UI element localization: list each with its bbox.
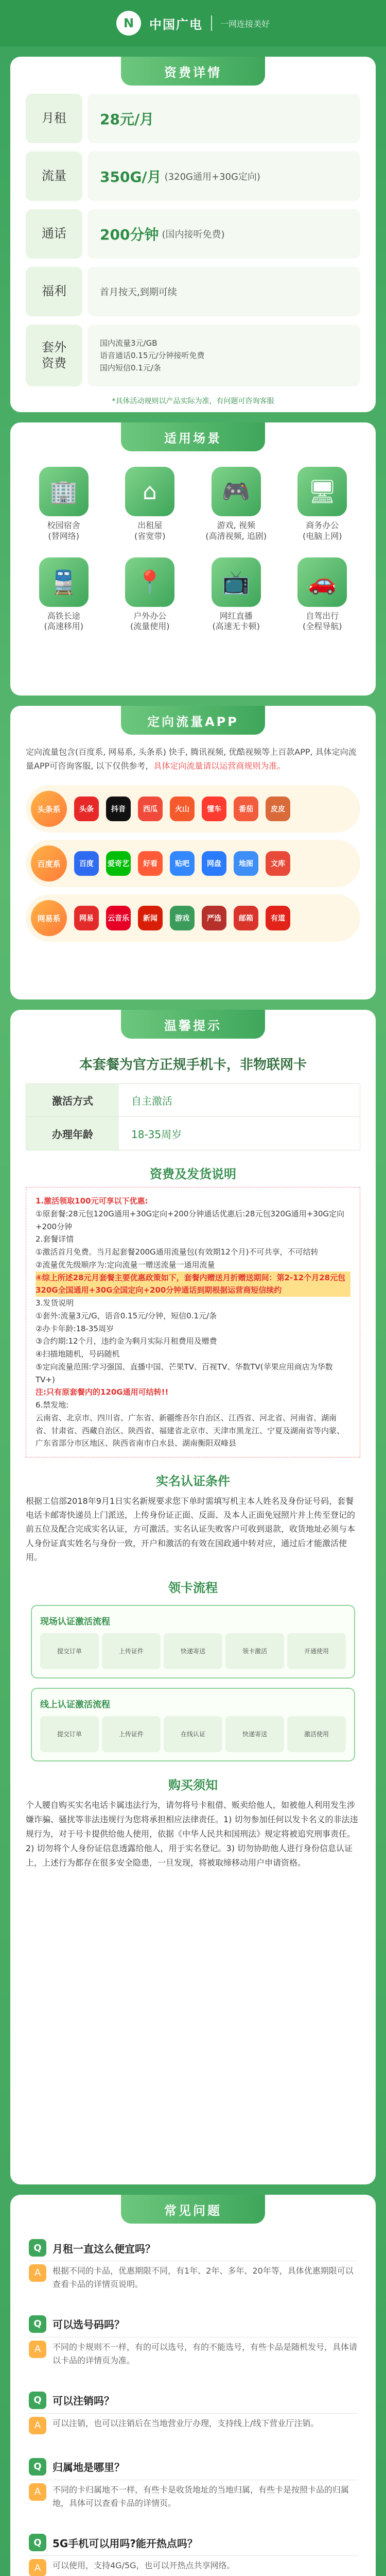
scene-item	[107, 557, 194, 633]
app-icon: 抖音	[106, 796, 131, 821]
flow-online-title: 现场认证激活流程	[40, 1616, 110, 1627]
question-icon: Q	[29, 2534, 46, 2551]
faq-answer	[26, 2337, 360, 2376]
spec-row-rent	[26, 94, 360, 143]
faq-question-text: 5G手机可以用吗?能开热点吗？	[52, 2537, 198, 2550]
faq-answer-text: 可以注销，也可以注销后在当地营业厅办理，支持线上/线下营业厅注销。	[52, 2418, 319, 2428]
spec-label: 福利	[26, 267, 82, 316]
table-row	[26, 1117, 360, 1150]
app-row	[26, 785, 360, 833]
brand-slogan: 一网连接美好	[220, 19, 270, 29]
app-icon: 游戏	[170, 906, 195, 930]
scene-item	[193, 467, 279, 542]
app-icon: 西瓜	[138, 796, 163, 821]
flow-steps	[40, 1633, 346, 1669]
rule-line: 注:只有原套餐内的120G通用可结转!!	[36, 1387, 169, 1397]
rule-line: ①激活首月免费。当月起套餐200G通用流量包(有效期12个月)不可共享，不可结转	[36, 1247, 319, 1257]
faq-answer	[26, 2480, 360, 2519]
tips-subtitle: 本套餐为官方正规手机卡，非物联网卡	[79, 1057, 307, 1073]
spec-value	[87, 209, 360, 259]
app-rows	[10, 785, 376, 942]
spec-value-main: 350G/月	[100, 168, 162, 185]
question-icon: Q	[29, 2458, 46, 2476]
campus-icon: 🏢	[39, 467, 89, 516]
faq-item	[26, 2451, 360, 2519]
computer-icon: 🖥	[297, 467, 347, 516]
house-icon: ⌂	[125, 467, 174, 516]
apps-intro	[10, 735, 376, 778]
spec-value-sub: (国内接听免费)	[162, 229, 225, 240]
scene-label: 游戏, 视频 (高清视频, 追剧)	[205, 520, 267, 541]
rule-line: 云南省、北京市、四川省、广东省、新疆维吾尔自治区、江西省、河北省、河南省、湖南省、甘肃省、西藏自治区、陕西省、福建省北京市、天津市黑龙江、宁夏及湖南省等内蒙、广东省部分市区地区、陕西省南市白水县、湖南衡阳双峰县	[36, 1413, 345, 1448]
rule-line: ③合约期:12个月，违约金为剩月实际月租费用及赠费	[36, 1336, 217, 1346]
faq-question	[26, 2527, 360, 2555]
table-key: 办理年龄	[26, 1117, 119, 1150]
faq-card	[10, 2195, 376, 2576]
overage-line: 国内流量3元/GB	[100, 338, 157, 348]
app-icon: 百度	[74, 851, 99, 876]
faq-question-text: 可以注销吗？	[52, 2395, 114, 2408]
package-note: *具体活动规则以产品实际为准，有问题可咨询客服	[112, 397, 274, 405]
spec-value	[87, 151, 360, 201]
spec-value	[87, 94, 360, 143]
spec-value-main: 28元/月	[100, 111, 154, 128]
app-icon: 爱奇艺	[106, 851, 131, 876]
rule-line: 1.激活领取100元可享以下优惠:	[36, 1196, 148, 1206]
app-icon: 贴吧	[170, 851, 195, 876]
tips-card-title: 温馨提示	[121, 1010, 265, 1039]
flow-step: 在线认证	[164, 1716, 222, 1752]
scene-label: 自驾出行 (全程导航)	[303, 611, 342, 632]
package-card-title: 资费详情	[121, 57, 265, 86]
brand-name: 中国广电	[149, 17, 203, 32]
rule-line: ④扫描地随机，号码随机	[36, 1349, 120, 1359]
rule-line: ①原套餐:28元包120G通用+30G定向+200分钟通话优惠后:28元包320G通用+30G定向+200分钟	[36, 1209, 344, 1231]
app-icon: 好看	[138, 851, 163, 876]
flow-step: 激活使用	[287, 1716, 346, 1752]
app-icon: 有道	[266, 906, 290, 930]
app-group-badge: 头条系	[31, 791, 67, 827]
location-icon: 📍	[125, 557, 174, 607]
apps-card-title: 定向流量APP	[121, 706, 265, 735]
faq-card-title: 常见问题	[121, 2195, 265, 2224]
app-icon: 皮皮	[266, 796, 290, 821]
tips-card	[10, 1010, 376, 2184]
rule-line: 6.禁发地:	[36, 1400, 69, 1410]
question-icon: Q	[29, 2315, 46, 2333]
spec-label: 流量	[26, 151, 82, 201]
answer-icon: A	[29, 2417, 46, 2434]
scene-label: 高铁长途 (高速移用)	[44, 611, 83, 632]
spec-value-sub: (320G通用+30G定向)	[164, 172, 260, 182]
spec-row-data	[26, 151, 360, 201]
table-value: 18-35周岁	[131, 1128, 182, 1141]
flow-step: 快递寄送	[164, 1633, 222, 1669]
scene-item	[193, 557, 279, 633]
tv-icon: 📺	[212, 557, 261, 607]
spec-row-calls	[26, 209, 360, 259]
scene-label: 户外办公 (流量使用)	[130, 611, 170, 632]
question-icon: Q	[29, 2392, 46, 2409]
app-row	[26, 894, 360, 942]
answer-icon: A	[29, 2483, 46, 2501]
faq-item	[26, 2232, 360, 2300]
app-icon: 云音乐	[106, 906, 131, 930]
app-icon: 文库	[266, 851, 290, 876]
apps-intro-highlight: 具体定向流量请以运营商规则为准。	[153, 761, 286, 771]
faq-question	[26, 2384, 360, 2413]
train-icon: 🚆	[39, 557, 89, 607]
brand-logo-icon: N	[116, 11, 141, 36]
rules-title: 资费及发货说明	[150, 1167, 236, 1181]
auth-text: 根据工信部2018年9月1日实名新规要求您下单时需填写机主本人姓名及身份证号码，套餐电话卡邮寄快递员上门派送，上传身份证正面、反面、及本人正面免冠照片并上传至登记的前五位及配合完成实名认证，方可激活。实名认证失败客户可收到退款，收货地址必须与本人身份证真实姓名与身份一致，开户和激活的有效在国政通中转对应，通过后才能激活使用。	[26, 1496, 356, 1562]
scene-grid	[10, 451, 376, 648]
rule-line: 3.发货说明	[36, 1298, 74, 1308]
app-group-badge: 网易系	[31, 900, 67, 936]
buy-title: 购买须知	[168, 1777, 218, 1792]
flow-online	[31, 1605, 355, 1679]
faq-list	[10, 2232, 376, 2576]
app-icon: 网盘	[202, 851, 226, 876]
faq-question	[26, 2308, 360, 2337]
car-icon: 🚗	[297, 557, 347, 607]
flow-title: 领卡流程	[168, 1580, 218, 1595]
scene-label: 校园宿舍 (替网络)	[47, 520, 80, 541]
scene-item	[279, 557, 366, 633]
faq-answer-text: 不同的卡归属地不一样，有些卡是收货地址的当地归属，有些卡是按照卡品的归属地，具体可以查看卡品的详情页。	[52, 2484, 349, 2508]
faq-item	[26, 2308, 360, 2376]
answer-icon: A	[29, 2559, 46, 2576]
apps-card	[10, 706, 376, 999]
table-value: 自主激活	[131, 1095, 172, 1107]
faq-answer	[26, 2414, 360, 2443]
flow-offline	[31, 1688, 355, 1761]
apps-intro-text: 定向流量包含(百度系, 网易系, 头条系) 快手, 腾讯视频, 优酷视频等上百款APP, 具体定向流量APP可咨询客服, 以下仅供参考，	[26, 747, 357, 771]
flow-offline-title: 线上认证激活流程	[40, 1699, 110, 1710]
spec-value-main: 首月按天,到期可续	[100, 287, 177, 298]
app-icon: 网易	[74, 906, 99, 930]
answer-icon: A	[29, 2264, 46, 2282]
header-divider	[211, 15, 212, 31]
faq-question	[26, 2451, 360, 2480]
gamepad-icon: 🎮	[212, 467, 261, 516]
flow-step: 提交订单	[40, 1716, 99, 1752]
spec-row-overage	[26, 325, 360, 386]
buy-text: 个人腰自购买实名电话卡属违法行为，请勿将号卡租借、贩卖给他人，如被他人利用发生涉嫌诈骗、骚扰等非法违规行为您将承担相应法律责任。1) 切勿参加任何以发卡名义的非法违规行为，对于号卡提供给他人使用，依据《中华人民共和国刑法》规定将被追究刑事责任。2) 切勿将个人身份证信息透露给他人，用于实名登记。3) 切勿协助他人进行身份信息认证上，上述行为都存在很多安全隐患，一旦发现，将被取缔移动用户申请资格。	[26, 1800, 358, 1868]
app-icon: 番茄	[234, 796, 258, 821]
faq-question-text: 可以选号码吗？	[52, 2318, 125, 2331]
faq-question-text: 归属地是哪里？	[52, 2461, 125, 2474]
app-icon: 火山	[170, 796, 195, 821]
flow-step: 提交订单	[40, 1633, 99, 1669]
rule-line: ④综上所述28元月套餐主要优惠政策如下，套餐内赠送月折赠送期间：第2-12个月28元包320G全国通用+30G全国定向+200分钟通话到期根据运营商短信续约	[36, 1272, 350, 1297]
flow-step: 快递寄送	[225, 1716, 284, 1752]
faq-answer-text: 不同的卡规则不一样，有的可以选号，有的不能选号，有些卡品是随机发号，具体请以卡品的详情页为准。	[52, 2342, 358, 2366]
table-key: 激活方式	[26, 1084, 119, 1116]
faq-item	[26, 2384, 360, 2443]
spec-row-benefit	[26, 267, 360, 316]
spec-label: 套外 资费	[26, 325, 82, 386]
scene-item	[21, 557, 107, 633]
flow-step: 上传证件	[102, 1716, 161, 1752]
rule-line: ⑤定向流量范围:学习强国、直播中国、芒果TV、百视TV、华数TV(苹果应用商店为华数TV+)	[36, 1362, 333, 1384]
app-row	[26, 840, 360, 887]
rule-line: 2.套餐详情	[36, 1234, 74, 1244]
package-card	[10, 57, 376, 412]
scene-item	[107, 467, 194, 542]
scene-label: 出租屋 (省宽带)	[134, 520, 166, 541]
app-icon: 邮箱	[234, 906, 258, 930]
auth-title: 实名认证条件	[156, 1474, 230, 1488]
faq-answer-text: 可以使用，支持4G/5G，也可以开热点共享网络。	[52, 2561, 235, 2571]
faq-question	[26, 2232, 360, 2261]
rule-line: ①套外:流量3元/G，语音0.15元/分钟，短信0.1元/条	[36, 1311, 217, 1320]
spec-value	[87, 325, 360, 386]
spec-label: 通话	[26, 209, 82, 259]
flow-step: 开通使用	[287, 1633, 346, 1669]
question-icon: Q	[29, 2239, 46, 2257]
app-icon: 懂车	[202, 796, 226, 821]
scene-label: 商务办公 (电脑上网)	[303, 520, 342, 541]
app-icon: 头条	[74, 796, 99, 821]
tips-table	[26, 1083, 360, 1150]
scenes-card-title: 适用场景	[121, 422, 265, 451]
top-header	[0, 0, 386, 46]
faq-question-text: 月租一直这么便宜吗？	[52, 2242, 155, 2255]
spec-value-main: 200分钟	[100, 226, 159, 243]
scene-label: 网红直播 (高速无卡顿)	[212, 611, 260, 632]
app-icon: 地图	[234, 851, 258, 876]
app-icon: 新闻	[138, 906, 163, 930]
flow-step: 上传证件	[102, 1633, 161, 1669]
rules-box	[26, 1187, 360, 1458]
table-row	[26, 1084, 360, 1117]
scenes-card	[10, 422, 376, 696]
rule-line: ②流量优先级顺序为:定向流量一赠送流量一通用流量	[36, 1260, 215, 1269]
scene-item	[21, 467, 107, 542]
faq-answer	[26, 2261, 360, 2300]
overage-line: 国内短信0.1元/条	[100, 363, 161, 372]
flow-step: 领卡激活	[225, 1633, 284, 1669]
faq-answer	[26, 2556, 360, 2576]
answer-icon: A	[29, 2341, 46, 2358]
faq-answer-text: 根据不同的卡品，优惠期限不同，有1年、2年、多年、20年等，具体优惠期限可以查看卡品的详情页说明。	[52, 2266, 354, 2290]
spec-label: 月租	[26, 94, 82, 143]
app-icon: 严选	[202, 906, 226, 930]
spec-value	[87, 267, 360, 316]
app-group-badge: 百度系	[31, 845, 67, 882]
overage-line: 语音通话0.15元/分钟接听免费	[100, 351, 205, 360]
flow-steps	[40, 1716, 346, 1752]
faq-item	[26, 2527, 360, 2576]
rule-line: ②办卡年龄:18-35周岁	[36, 1324, 114, 1333]
scene-item	[279, 467, 366, 542]
